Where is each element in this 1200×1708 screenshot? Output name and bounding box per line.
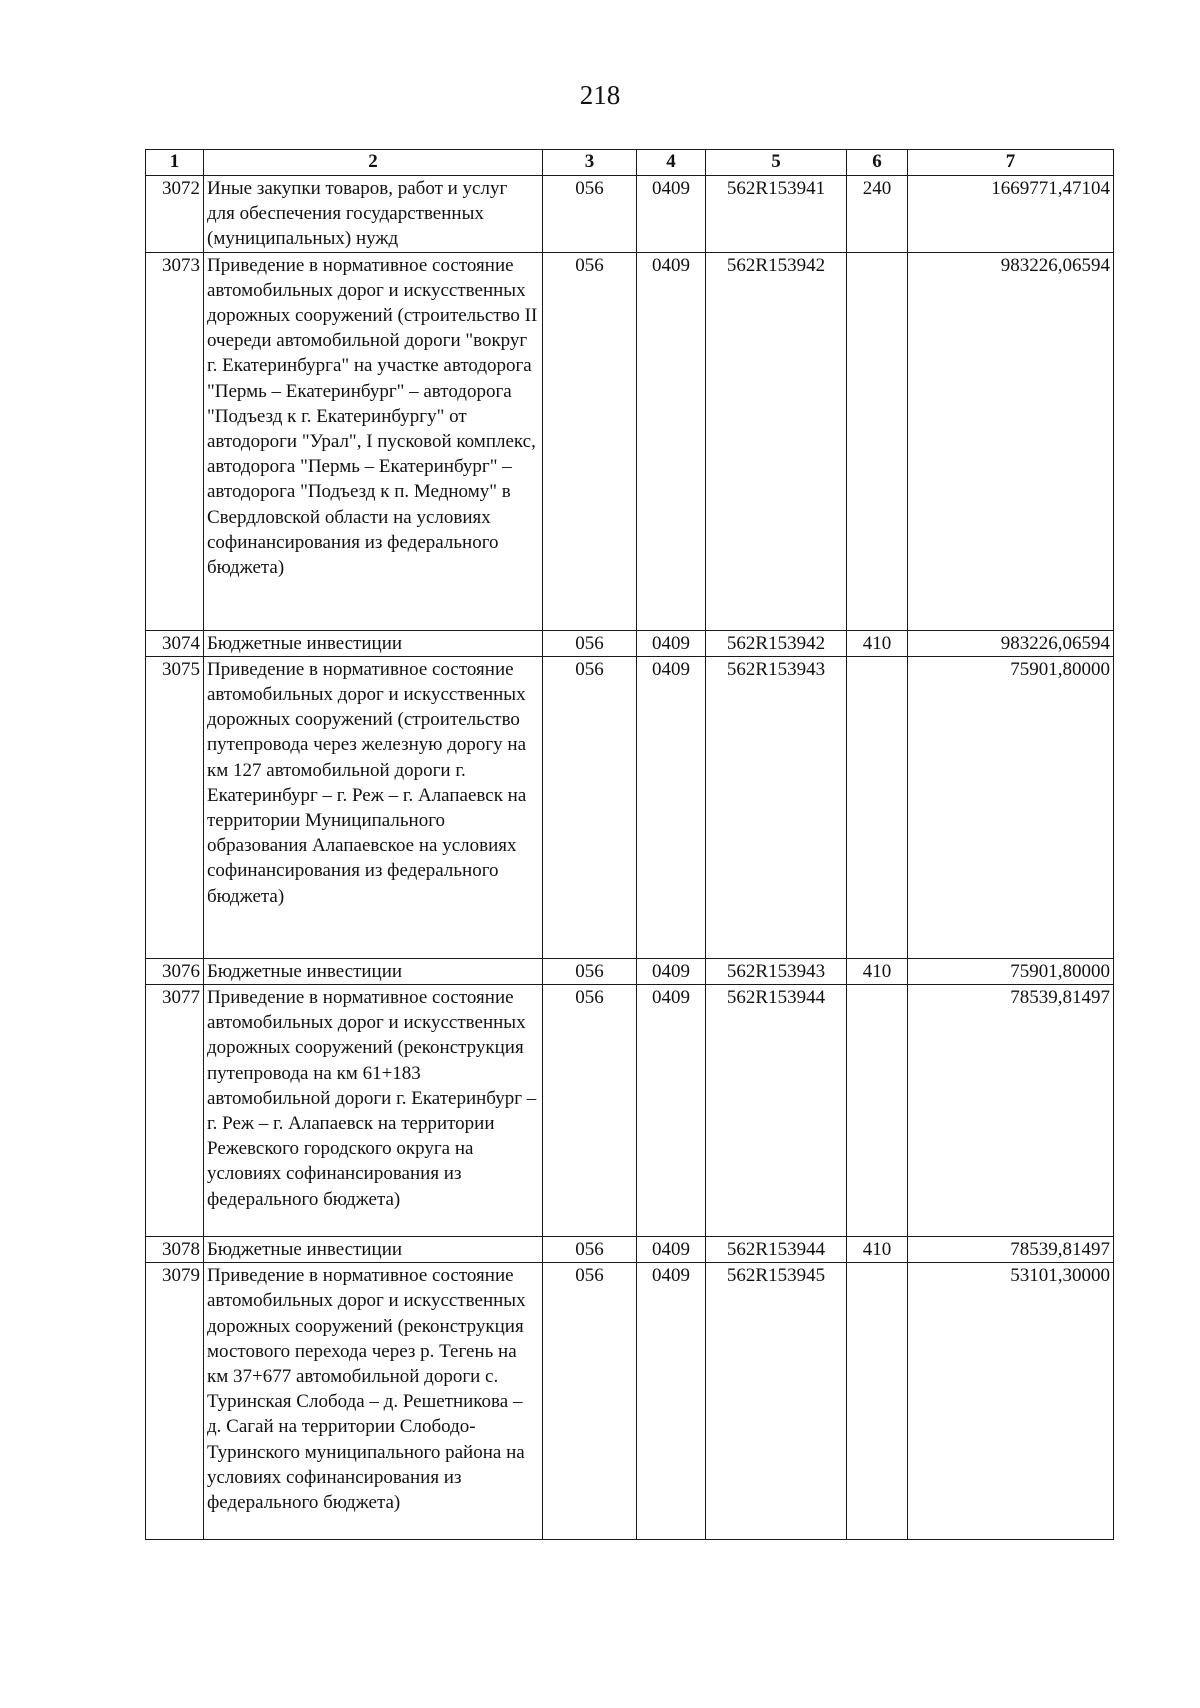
row-number: 3072 xyxy=(146,176,204,253)
row-code-4: 0409 xyxy=(637,176,706,253)
column-header-7: 7 xyxy=(908,150,1114,176)
row-code-6: 240 xyxy=(847,176,908,253)
row-number: 3073 xyxy=(146,252,204,630)
column-header-5: 5 xyxy=(706,150,847,176)
row-code-3: 056 xyxy=(543,176,637,253)
table-row xyxy=(146,656,1114,958)
row-description: Приведение в нормативное состояние автомобильных дорог и искусственных дорожных сооружений (реконструкция мостового перехода через р. Тегень на км 37+677 автомобильной дороги с. Туринская Слобода – д. Решетникова – д. Сагай на территории Слободо-Туринского муниципального района на условиях софинансирования из федерального бюджета) xyxy=(204,1263,543,1540)
column-header-4: 4 xyxy=(637,150,706,176)
budget-table xyxy=(145,149,1114,1540)
table-row xyxy=(146,1237,1114,1263)
row-number: 3074 xyxy=(146,630,204,656)
row-code-4: 0409 xyxy=(637,1237,706,1263)
header-row xyxy=(146,150,1114,176)
row-code-4: 0409 xyxy=(637,656,706,958)
row-code-5: 562R153945 xyxy=(706,1263,847,1540)
row-code-3: 056 xyxy=(543,656,637,958)
row-description: Бюджетные инвестиции xyxy=(204,958,543,984)
row-code-3: 056 xyxy=(543,1263,637,1540)
row-code-6 xyxy=(847,252,908,630)
row-code-6 xyxy=(847,656,908,958)
row-code-4: 0409 xyxy=(637,958,706,984)
row-code-6: 410 xyxy=(847,1237,908,1263)
column-header-2: 2 xyxy=(204,150,543,176)
row-amount: 78539,81497 xyxy=(908,1237,1114,1263)
column-header-3: 3 xyxy=(543,150,637,176)
row-number: 3076 xyxy=(146,958,204,984)
row-amount: 75901,80000 xyxy=(908,958,1114,984)
table-row xyxy=(146,252,1114,630)
row-code-3: 056 xyxy=(543,630,637,656)
row-description: Бюджетные инвестиции xyxy=(204,1237,543,1263)
row-description: Иные закупки товаров, работ и услуг для обеспечения государственных (муниципальных) нужд xyxy=(204,176,543,253)
row-code-5: 562R153944 xyxy=(706,985,847,1237)
row-code-5: 562R153944 xyxy=(706,1237,847,1263)
row-description: Приведение в нормативное состояние автомобильных дорог и искусственных дорожных сооружений (строительство путепровода через железную дорогу на км 127 автомобильной дороги г. Екатеринбург – г. Реж – г. Алапаевск на территории Муниципального образования Алапаевское на условиях софинансирования из федерального бюджета) xyxy=(204,656,543,958)
row-amount: 78539,81497 xyxy=(908,985,1114,1237)
row-code-6 xyxy=(847,985,908,1237)
row-code-3: 056 xyxy=(543,958,637,984)
row-description: Приведение в нормативное состояние автомобильных дорог и искусственных дорожных сооружений (строительство II очереди автомобильной дороги "вокруг г. Екатеринбурга" на участке автодорога "Пермь – Екатеринбург" – автодорога "Подъезд к г. Екатеринбургу" от автодороги "Урал", I пусковой комплекс, автодорога "Пермь – Екатеринбург" – автодорога "Подъезд к п. Медному" в Свердловской области на условиях софинансирования из федерального бюджета) xyxy=(204,252,543,630)
row-code-4: 0409 xyxy=(637,252,706,630)
row-code-3: 056 xyxy=(543,985,637,1237)
row-amount: 75901,80000 xyxy=(908,656,1114,958)
row-amount: 1669771,47104 xyxy=(908,176,1114,253)
table-row xyxy=(146,1263,1114,1540)
row-code-4: 0409 xyxy=(637,985,706,1237)
table-row xyxy=(146,985,1114,1237)
row-code-5: 562R153941 xyxy=(706,176,847,253)
row-number: 3077 xyxy=(146,985,204,1237)
row-description: Приведение в нормативное состояние автомобильных дорог и искусственных дорожных сооружений (реконструкция путепровода на км 61+183 автомобильной дороги г. Екатеринбург – г. Реж – г. Алапаевск на территории Режевского городского округа на условиях софинансирования из федерального бюджета) xyxy=(204,985,543,1237)
column-header-1: 1 xyxy=(146,150,204,176)
row-code-5: 562R153943 xyxy=(706,656,847,958)
row-number: 3079 xyxy=(146,1263,204,1540)
row-code-4: 0409 xyxy=(637,630,706,656)
row-code-3: 056 xyxy=(543,1237,637,1263)
row-code-5: 562R153942 xyxy=(706,630,847,656)
row-number: 3075 xyxy=(146,656,204,958)
row-code-3: 056 xyxy=(543,252,637,630)
row-code-6: 410 xyxy=(847,630,908,656)
table-row xyxy=(146,176,1114,253)
row-code-6 xyxy=(847,1263,908,1540)
row-amount: 983226,06594 xyxy=(908,630,1114,656)
table-row xyxy=(146,958,1114,984)
row-code-6: 410 xyxy=(847,958,908,984)
column-header-6: 6 xyxy=(847,150,908,176)
row-code-5: 562R153942 xyxy=(706,252,847,630)
row-code-5: 562R153943 xyxy=(706,958,847,984)
page-number: 218 xyxy=(579,80,621,110)
row-code-4: 0409 xyxy=(637,1263,706,1540)
row-number: 3078 xyxy=(146,1237,204,1263)
row-amount: 983226,06594 xyxy=(908,252,1114,630)
row-amount: 53101,30000 xyxy=(908,1263,1114,1540)
table-row xyxy=(146,630,1114,656)
row-description: Бюджетные инвестиции xyxy=(204,630,543,656)
